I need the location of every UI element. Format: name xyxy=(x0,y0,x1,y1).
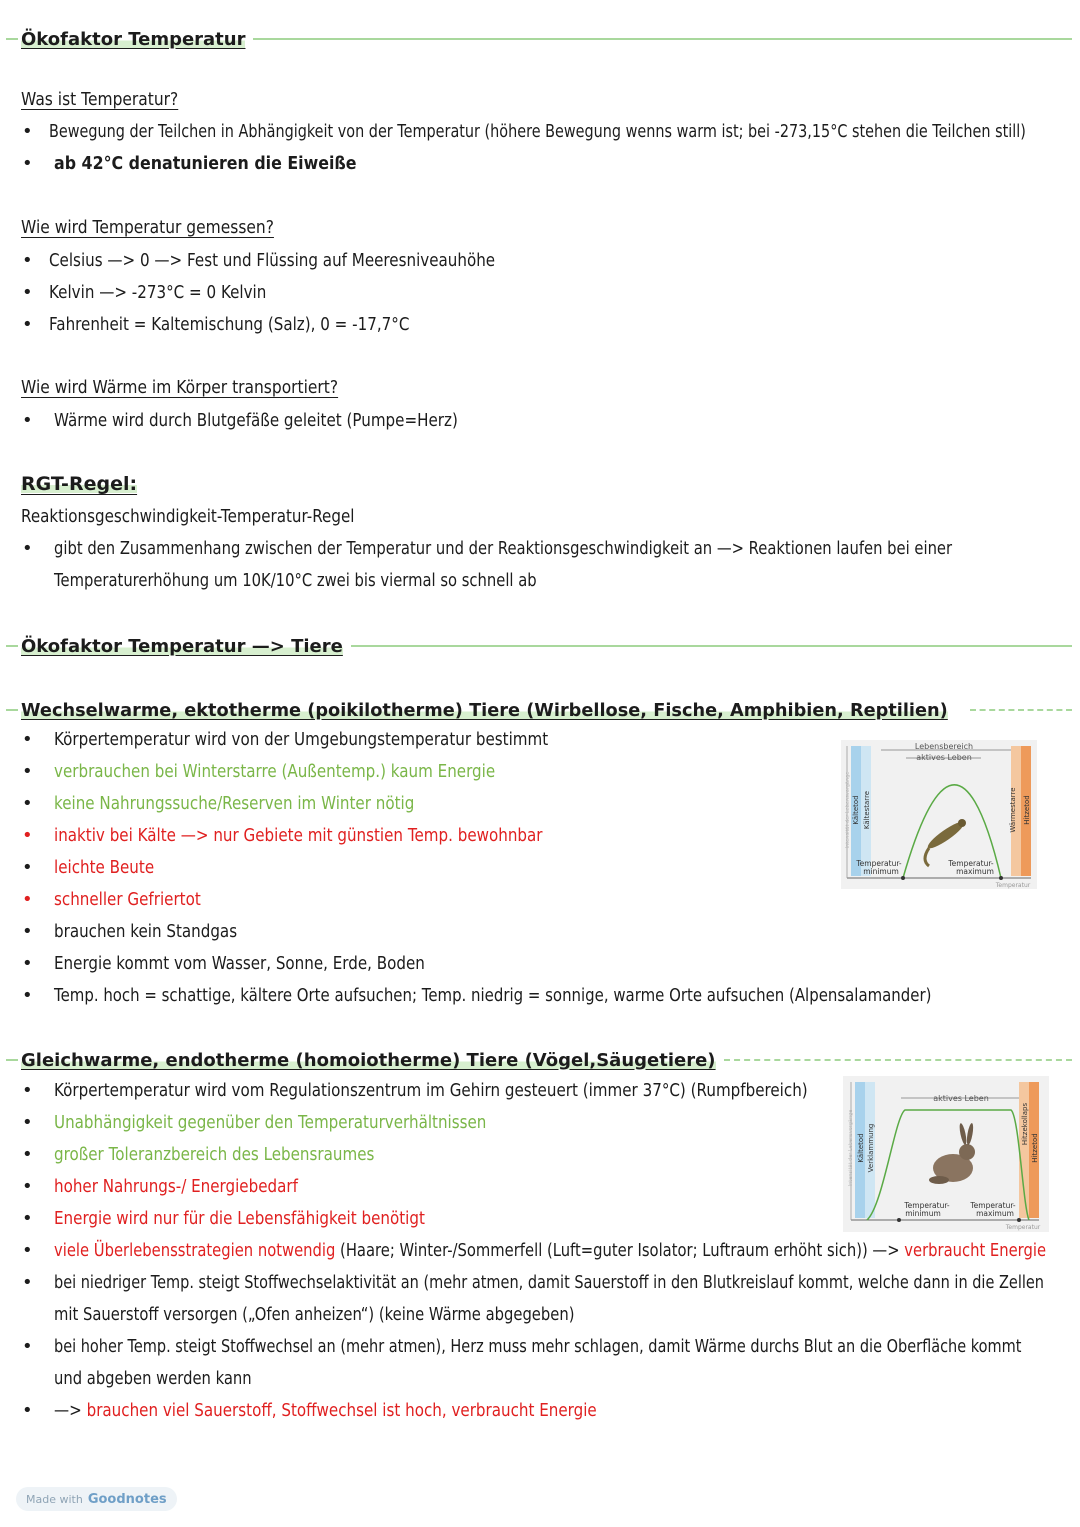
list-item: schneller Gefriertot xyxy=(54,889,201,910)
bullet: • xyxy=(22,250,33,271)
list-item: Wärme wird durch Blutgefäße geleitet (Pumpe=Herz) xyxy=(54,410,458,431)
min-label-2: minimum xyxy=(905,1209,941,1218)
subsection-heading-row xyxy=(6,696,1072,724)
bullet: • xyxy=(22,889,33,910)
list-item-continuation: Temperaturerhöhung um 10K/10°C zwei bis viermal so schnell ab xyxy=(54,570,537,591)
max-label-2: maximum xyxy=(956,867,994,876)
rgt-title: RGT-Regel: xyxy=(21,473,138,495)
section-title: Ökofaktor Temperatur —> Tiere xyxy=(21,635,343,657)
list-item: Fahrenheit = Kaltemischung (Salz), 0 = -17,7°C xyxy=(49,314,410,335)
list-item: Körpertemperatur wird vom Regulationszentrum im Gehirn gesteuert (immer 37°C) (Rumpfbereich) xyxy=(54,1080,808,1101)
endotherm-diagram xyxy=(843,1076,1049,1232)
bullet: • xyxy=(22,1272,33,1293)
range-label: Lebensbereich xyxy=(914,742,974,751)
bullet: • xyxy=(22,410,33,431)
subsection-heading-row xyxy=(6,1046,1072,1074)
active-label: aktives Leben xyxy=(933,1094,989,1103)
subsection-title: Wechselwarme, ektotherme (poikilotherme) Tiere (Wirbellose, Fische, Amphibien, Reptilien) xyxy=(21,699,948,721)
brand-label: Goodnotes xyxy=(87,1491,167,1507)
bullet: • xyxy=(22,1080,33,1101)
list-item: bei hoher Temp. steigt Stoffwechsel an (mehr atmen), Herz muss mehr schlagen, damit Wärme durchs Blut an die Oberfläche kommt xyxy=(54,1336,1022,1357)
made-with-label: Made with xyxy=(26,1492,83,1506)
left-bar-label-2: Kältestarre xyxy=(863,790,871,830)
bullet: • xyxy=(22,314,33,335)
list-item: gibt den Zusammenhang zwischen der Temperatur und der Reaktionsgeschwindigkeit an —> Reaktionen laufen bei einer xyxy=(54,538,953,559)
list-item-red-part: verbraucht Energie xyxy=(904,1240,1047,1261)
bullet: • xyxy=(22,921,33,942)
hare-icon xyxy=(929,1123,975,1184)
list-item: Temp. hoch = schattige, kältere Orte aufsuchen; Temp. niedrig = sonnige, warme Orte aufsuchen (Alpensalamander) xyxy=(54,985,932,1006)
max-label-1: Temperatur- xyxy=(970,1201,1016,1210)
heat-collapse-bar xyxy=(1019,1082,1029,1218)
y-axis-label: Intensität der Lebensvorgänge xyxy=(848,1109,854,1187)
list-item-black-part: (Haare; Winter-/Sommerfell (Luft=guter Isolator; Luftraum erhöht sich)) —> xyxy=(335,1240,905,1261)
heading-rule-right xyxy=(724,1059,1072,1061)
bullet: • xyxy=(22,1400,33,1421)
list-item: Unabhängigkeit gegenüber den Temperaturverhältnissen xyxy=(54,1112,487,1133)
question-heading: Was ist Temperatur? xyxy=(21,89,179,110)
max-point xyxy=(999,876,1003,880)
min-point xyxy=(901,876,905,880)
list-item-red-part: viele Überlebensstrategien notwendig xyxy=(54,1240,336,1261)
bullet: • xyxy=(22,1176,33,1197)
ectotherm-diagram-svg xyxy=(841,740,1037,889)
list-item: Bewegung der Teilchen in Abhängigkeit von der Temperatur (höhere Bewegung wenns warm ist; bei -273,15°C stehen die Teilchen still) xyxy=(49,121,1026,142)
list-item: bei niedriger Temp. steigt Stoffwechselaktivität an (mehr atmen, damit Sauerstoff in den Blutkreislauf kommt, welche dann in die Zellen xyxy=(54,1272,1044,1293)
arrow-text: —> xyxy=(54,1400,87,1421)
heading-rule-right xyxy=(253,38,1072,40)
x-axis-label: Temperatur xyxy=(1005,1224,1041,1231)
min-label-1: Temperatur- xyxy=(856,859,902,868)
list-item-continuation: mit Sauerstoff versorgen („Ofen anheizen“) (keine Wärme abgegeben) xyxy=(54,1304,575,1325)
rgt-subtitle: Reaktionsgeschwindigkeit-Temperatur-Regel xyxy=(21,506,355,527)
active-label: aktives Leben xyxy=(916,753,972,762)
bullet: • xyxy=(22,1208,33,1229)
min-label-1: Temperatur- xyxy=(904,1201,950,1210)
list-item: Körpertemperatur wird von der Umgebungstemperatur bestimmt xyxy=(54,729,549,750)
list-item: Energie kommt vom Wasser, Sonne, Erde, Boden xyxy=(54,953,425,974)
section-title: Ökofaktor Temperatur xyxy=(21,28,246,50)
max-point xyxy=(1017,1218,1021,1222)
heading-rule-left xyxy=(6,645,18,647)
bullet: • xyxy=(22,538,33,559)
heading-rule-right xyxy=(970,709,1072,711)
bullet: • xyxy=(22,282,33,303)
list-item-continuation: und abgeben werden kann xyxy=(54,1368,252,1389)
list-item: leichte Beute xyxy=(54,857,155,878)
left-bar-label-1: Kältetod xyxy=(852,795,860,825)
bullet: • xyxy=(22,153,33,174)
list-item: keine Nahrungssuche/Reserven im Winter nötig xyxy=(54,793,415,814)
heading-rule-right xyxy=(351,645,1072,647)
heading-rule-left xyxy=(6,38,18,40)
bullet: • xyxy=(22,1112,33,1133)
bullet: • xyxy=(22,953,33,974)
list-item: inaktiv bei Kälte —> nur Gebiete mit günstien Temp. bewohnbar xyxy=(54,825,543,846)
list-item: hoher Nahrungs-/ Energiebedarf xyxy=(54,1176,298,1197)
list-item: brauchen kein Standgas xyxy=(54,921,238,942)
list-item-red-part: brauchen viel Sauerstoff, Stoffwechsel ist hoch, verbraucht Energie xyxy=(86,1400,597,1421)
left-bar-label-1: Kältetod xyxy=(857,1133,865,1163)
bullet: • xyxy=(22,1336,33,1357)
list-item: verbrauchen bei Winterstarre (Außentemp.) kaum Energie xyxy=(54,761,496,782)
made-with-badge[interactable] xyxy=(16,1487,177,1511)
y-axis-label: Intensität der Lebensvorgänge xyxy=(845,771,851,849)
question-heading: Wie wird Wärme im Körper transportiert? xyxy=(21,377,339,398)
x-axis-label: Temperatur xyxy=(995,882,1031,889)
section-heading-row xyxy=(6,25,1072,53)
bullet: • xyxy=(22,121,33,142)
min-point xyxy=(897,1218,901,1222)
right-bar-label-2: Hitzetod xyxy=(1031,1133,1039,1163)
max-label-1: Temperatur- xyxy=(948,859,994,868)
list-item: großer Toleranzbereich des Lebensraumes xyxy=(54,1144,375,1165)
list-item xyxy=(54,1240,1046,1261)
list-item xyxy=(54,1400,597,1421)
min-label-2: minimum xyxy=(863,867,899,876)
bullet: • xyxy=(22,729,33,750)
bullet: • xyxy=(22,761,33,782)
bullet: • xyxy=(22,985,33,1006)
heading-rule-left xyxy=(6,1059,18,1061)
bullet: • xyxy=(22,825,33,846)
endotherm-diagram-svg xyxy=(843,1076,1049,1232)
ectotherm-diagram xyxy=(841,740,1037,889)
section-heading-row xyxy=(6,632,1072,660)
right-bar-label-1: Wärmestarre xyxy=(1009,787,1017,833)
bullet: • xyxy=(22,1144,33,1165)
right-bar-label-2: Hitzetod xyxy=(1023,795,1031,825)
bullet: • xyxy=(22,1240,33,1261)
heading-rule-left xyxy=(6,709,18,711)
right-bar-label-1: Hitzekollaps xyxy=(1021,1102,1029,1146)
bullet: • xyxy=(22,793,33,814)
subsection-title: Gleichwarme, endotherme (homoiotherme) Tiere (Vögel,Säugetiere) xyxy=(21,1049,716,1071)
left-bar-label-2: Verklammung xyxy=(867,1123,875,1173)
list-item: ab 42°C denatunieren die Eiweiße xyxy=(54,153,357,174)
list-item: Energie wird nur für die Lebensfähigkeit benötigt xyxy=(54,1208,425,1229)
max-label-2: maximum xyxy=(976,1209,1014,1218)
list-item: Kelvin —> -273°C = 0 Kelvin xyxy=(49,282,267,303)
bullet: • xyxy=(22,857,33,878)
list-item: Celsius —> 0 —> Fest und Flüssing auf Meeresniveauhöhe xyxy=(49,250,496,271)
question-heading: Wie wird Temperatur gemessen? xyxy=(21,217,274,238)
